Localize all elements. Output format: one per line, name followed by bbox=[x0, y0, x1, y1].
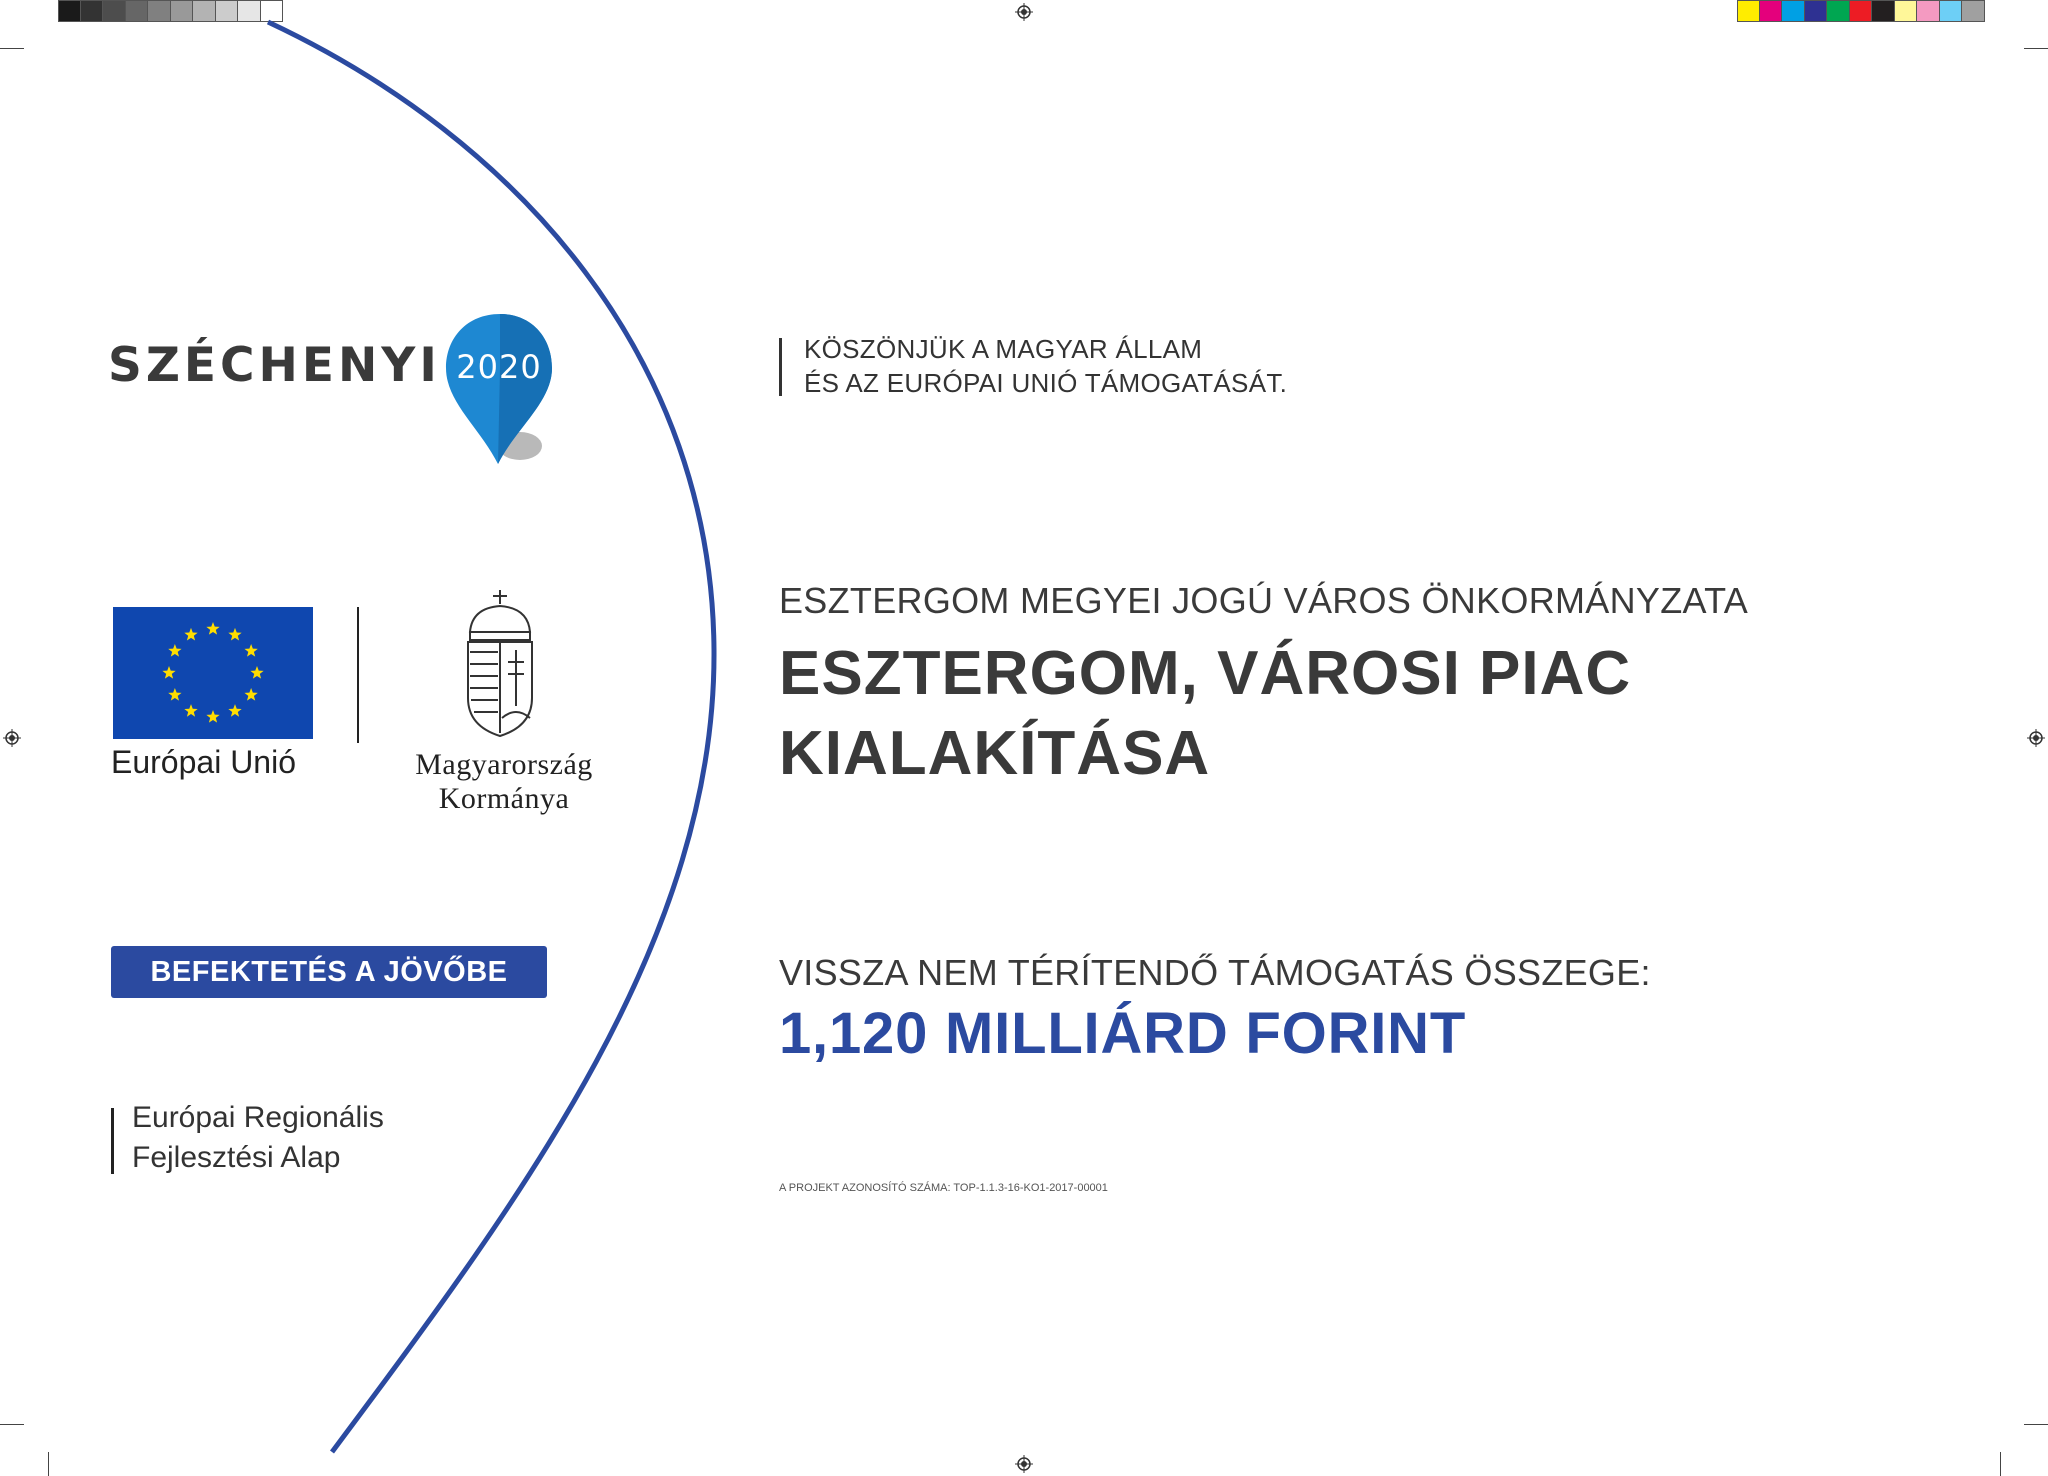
star-icon bbox=[250, 666, 263, 679]
support-label: VISSZA NEM TÉRÍTENDŐ TÁMOGATÁS ÖSSZEGE: bbox=[779, 952, 1651, 993]
beneficiary-name: ESZTERGOM MEGYEI JOGÚ VÁROS ÖNKORMÁNYZATA bbox=[779, 580, 1749, 621]
fund-divider bbox=[111, 1108, 114, 1174]
star-icon bbox=[244, 688, 257, 701]
star-icon bbox=[168, 688, 181, 701]
logo-divider bbox=[357, 607, 359, 743]
thanks-divider bbox=[779, 338, 782, 396]
thanks-line1: KÖSZÖNJÜK A MAGYAR ÁLLAM bbox=[804, 334, 1203, 364]
support-amount: 1,120 MILLIÁRD FORINT bbox=[779, 1001, 1467, 1066]
location-pin-icon bbox=[440, 310, 560, 470]
program-year: 2020 bbox=[456, 348, 542, 386]
project-id: A PROJEKT AZONOSÍTÓ SZÁMA: TOP-1.1.3-16-KO1-2017-00001 bbox=[779, 1182, 1108, 1194]
fund-name-line1: Európai Regionális bbox=[132, 1101, 384, 1134]
star-icon bbox=[244, 644, 257, 657]
star-icon bbox=[184, 704, 197, 717]
star-icon bbox=[162, 666, 175, 679]
thanks-line2: ÉS AZ EURÓPAI UNIÓ TÁMOGATÁSÁT. bbox=[804, 368, 1288, 398]
project-title-line2: KIALAKÍTÁSA bbox=[779, 719, 1211, 788]
program-name: SZÉCHENYI bbox=[108, 338, 441, 393]
star-icon bbox=[228, 704, 241, 717]
project-title-line1: ESZTERGOM, VÁROSI PIAC bbox=[779, 639, 1632, 708]
star-icon bbox=[184, 628, 197, 641]
government-label-line1: Magyarország bbox=[415, 748, 593, 781]
eu-flag-icon bbox=[113, 607, 313, 739]
coat-of-arms-icon bbox=[462, 588, 538, 740]
star-icon bbox=[206, 622, 219, 635]
star-icon bbox=[206, 710, 219, 723]
fund-name-line2: Fejlesztési Alap bbox=[132, 1141, 341, 1174]
star-icon bbox=[228, 628, 241, 641]
star-icon bbox=[168, 644, 181, 657]
eu-label: Európai Unió bbox=[111, 744, 296, 780]
slogan-badge: BEFEKTETÉS A JÖVŐBE bbox=[111, 946, 547, 998]
government-label-line2: Kormánya bbox=[438, 782, 570, 815]
